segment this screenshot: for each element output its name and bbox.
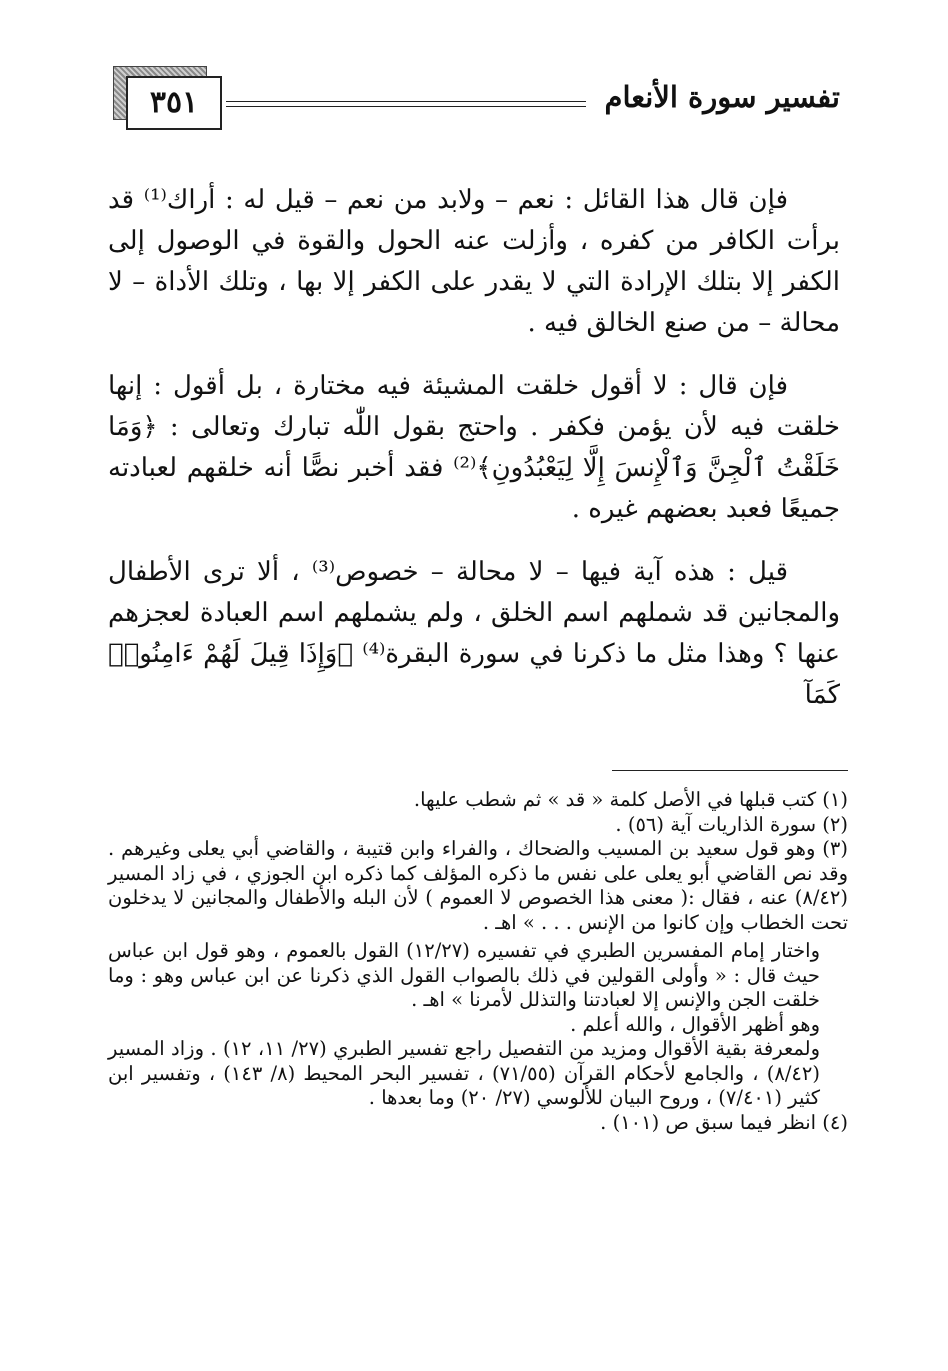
footnote-continuation: وهو أظهر الأقوال ، والله أعلم . (570, 1012, 820, 1036)
footnote-divider (612, 770, 848, 771)
footnote-continuation: واختار إمام المفسرين الطبري في تفسيره (١٢/٢٧) القول بالعموم ، وهو قول ابن عباس حيث قال : « وأولى القولين في ذلك بالصواب القول الذي ذكرنا عن ابن عباس وهو : وما خلقت الجن والإنس إلا لعبادتنا والتذلل لأمرنا » اهـ . (108, 939, 820, 1011)
header-rule (226, 101, 586, 102)
footnotes (108, 788, 848, 1135)
page-header (0, 0, 948, 150)
header-rule (226, 106, 586, 107)
paragraph: فإن قال هذا القائل : نعم – ولابد من نعم – قيل له : أراك⁽¹⁾ قد برأت الكافر من كفره ، وأزلت عنه الحول والقوة في الوصول إلى الكفر إلا بتلك الإرادة التي لا يقدر على الكفر إلا بها ، وتلك الأداة – لا محالة – من صنع الخالق فيه . (108, 185, 840, 338)
footnote: (٢) سورة الذاريات آية (٥٦) . (615, 812, 848, 836)
paragraph: فإن قال : لا أقول خلقت المشيئة فيه مختارة ، بل أقول : إنها خلقت فيه لأن يؤمن فكفر . واحتج بقول اللّٰه تبارك وتعالى : ﴿وَمَا خَلَقْتُ ٱلْجِنَّ وَٱلْإِنسَ إِلَّا لِيَعْبُدُونِ﴾⁽²⁾ فقد أخبر نصًّا أنه خلقهم لعبادته جميعًا فعبد بعضهم غيره . (108, 371, 840, 524)
running-title: تفسير سورة الأنعام (604, 80, 840, 114)
page-number: ٣٥١ (126, 76, 222, 130)
paragraph: قيل : هذه آية فيها – لا محالة – خصوص⁽³⁾ ، ألا ترى الأطفال والمجانين قد شملهم اسم الخلق ، ولم يشملهم اسم العبادة لعجزهم عنها ؟ وهذا مثل ما ذكرنا في سورة البقرة⁽⁴⁾ ﴿وَإِذَا قِيلَ لَهُمْ ءَامِنُوا۟ كَمَآ (108, 557, 840, 710)
footnote: (٤) انظر فيما سبق ص (١٠١) . (600, 1110, 848, 1134)
footnote: (٣) وهو قول سعيد بن المسيب والضحاك ، والفراء وابن قتيبة ، والقاضي أبي يعلى وغيرهم . وقد نص القاضي أبو يعلى على نفس ما ذكره المؤلف كما ذكره ابن الجوزي ، في زاد المسير (٨/٤٢) عنه ، فقال :( معنى هذا الخصوص لا العموم ) لأن البله والأطفال والمجانين لا يدخلون تحت الخطاب وإن كانوا من الإنس . . . » اهـ . (108, 837, 848, 934)
footnote: (١) كتب قبلها في الأصل كلمة « قد » ثم شطب عليها. (413, 788, 848, 811)
footnote-continuation: ولمعرفة بقية الأقوال ومزيد من التفصيل راجع تفسير الطبري (٢٧/ ١١، ١٢) . وزاد المسير (٨/٤٢) ، والجامع لأحكام القرآن (٧١/٥٥) ، تفسير البحر المحيط (٨/ ١٤٣) ، وتفسير ابن كثير (٧/٤٠١) ، وروح البيان للألوسي (٢٧/ ٢٠) وما بعدها . (108, 1037, 820, 1109)
main-text (108, 180, 840, 738)
